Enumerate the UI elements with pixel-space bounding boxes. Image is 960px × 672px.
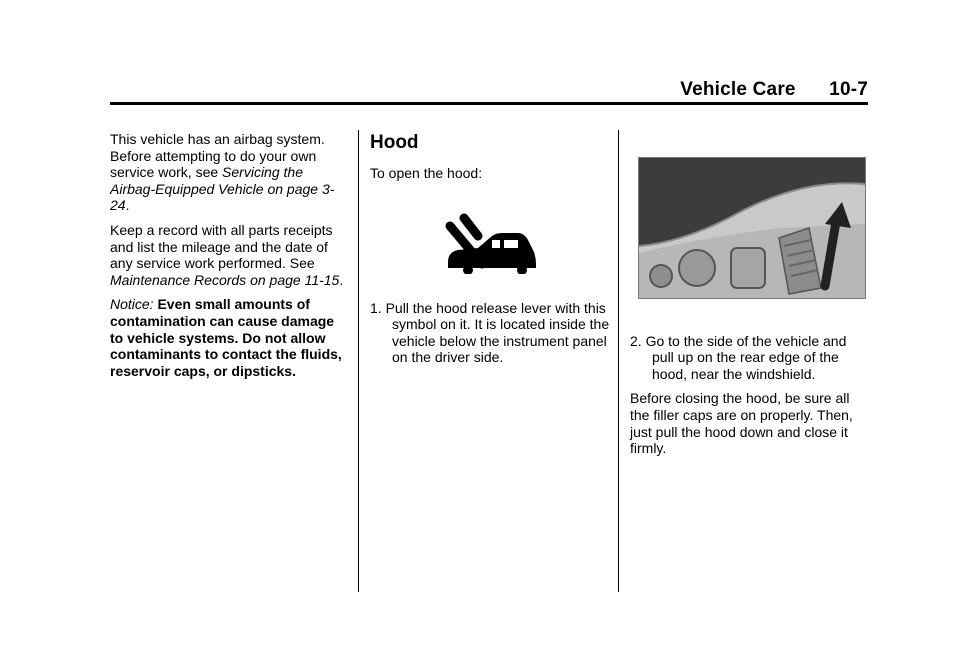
airbag-reference-link[interactable]: Servicing the Airbag-Equipped Vehicle on page 3-24 bbox=[110, 164, 335, 214]
right-column bbox=[630, 130, 870, 465]
left-column bbox=[110, 131, 350, 387]
page-header bbox=[680, 79, 868, 101]
header-rule bbox=[110, 102, 868, 105]
notice-label: Notice: bbox=[110, 296, 154, 313]
notice-text: Even small amounts of contamination can cause damage to vehicle systems. Do not allow contaminants to contact the fluids, reservoir caps, or dipsticks. bbox=[110, 296, 342, 379]
airbag-paragraph: This vehicle has an airbag system. Before attempting to do your own service work, see Servicing the Airbag-Equipped Vehicle on page 3-24. bbox=[110, 131, 335, 214]
hood-illustration bbox=[638, 157, 866, 299]
page-number: 10-7 bbox=[829, 79, 868, 100]
step-2: 2. Go to the side of the vehicle and pull up on the rear edge of the hood, near the windshield. bbox=[630, 332, 847, 382]
step-1: 1. Pull the hood release lever with this symbol on it. It is located inside the vehicle below the instrument panel on the driver side. bbox=[370, 299, 610, 366]
records-reference-link[interactable]: Maintenance Records on page 11-15 bbox=[110, 271, 340, 288]
section-title: Vehicle Care bbox=[680, 79, 796, 100]
column-divider-1 bbox=[358, 130, 359, 592]
middle-column bbox=[370, 130, 610, 374]
records-paragraph: Keep a record with all parts receipts and list the mileage and the date of any service work performed. See Maintenance Records on page 11-15. bbox=[110, 221, 344, 288]
notice-paragraph bbox=[110, 296, 350, 379]
hood-intro: To open the hood: bbox=[370, 165, 483, 181]
closing-paragraph: Before closing the hood, be sure all the filler caps are on properly. Then, just pull the hood down and close it firmly. bbox=[630, 390, 853, 457]
hood-heading: Hood bbox=[370, 132, 419, 153]
hood-release-icon bbox=[442, 212, 538, 274]
hood-release-symbol bbox=[370, 212, 610, 274]
column-divider-2 bbox=[618, 130, 619, 592]
